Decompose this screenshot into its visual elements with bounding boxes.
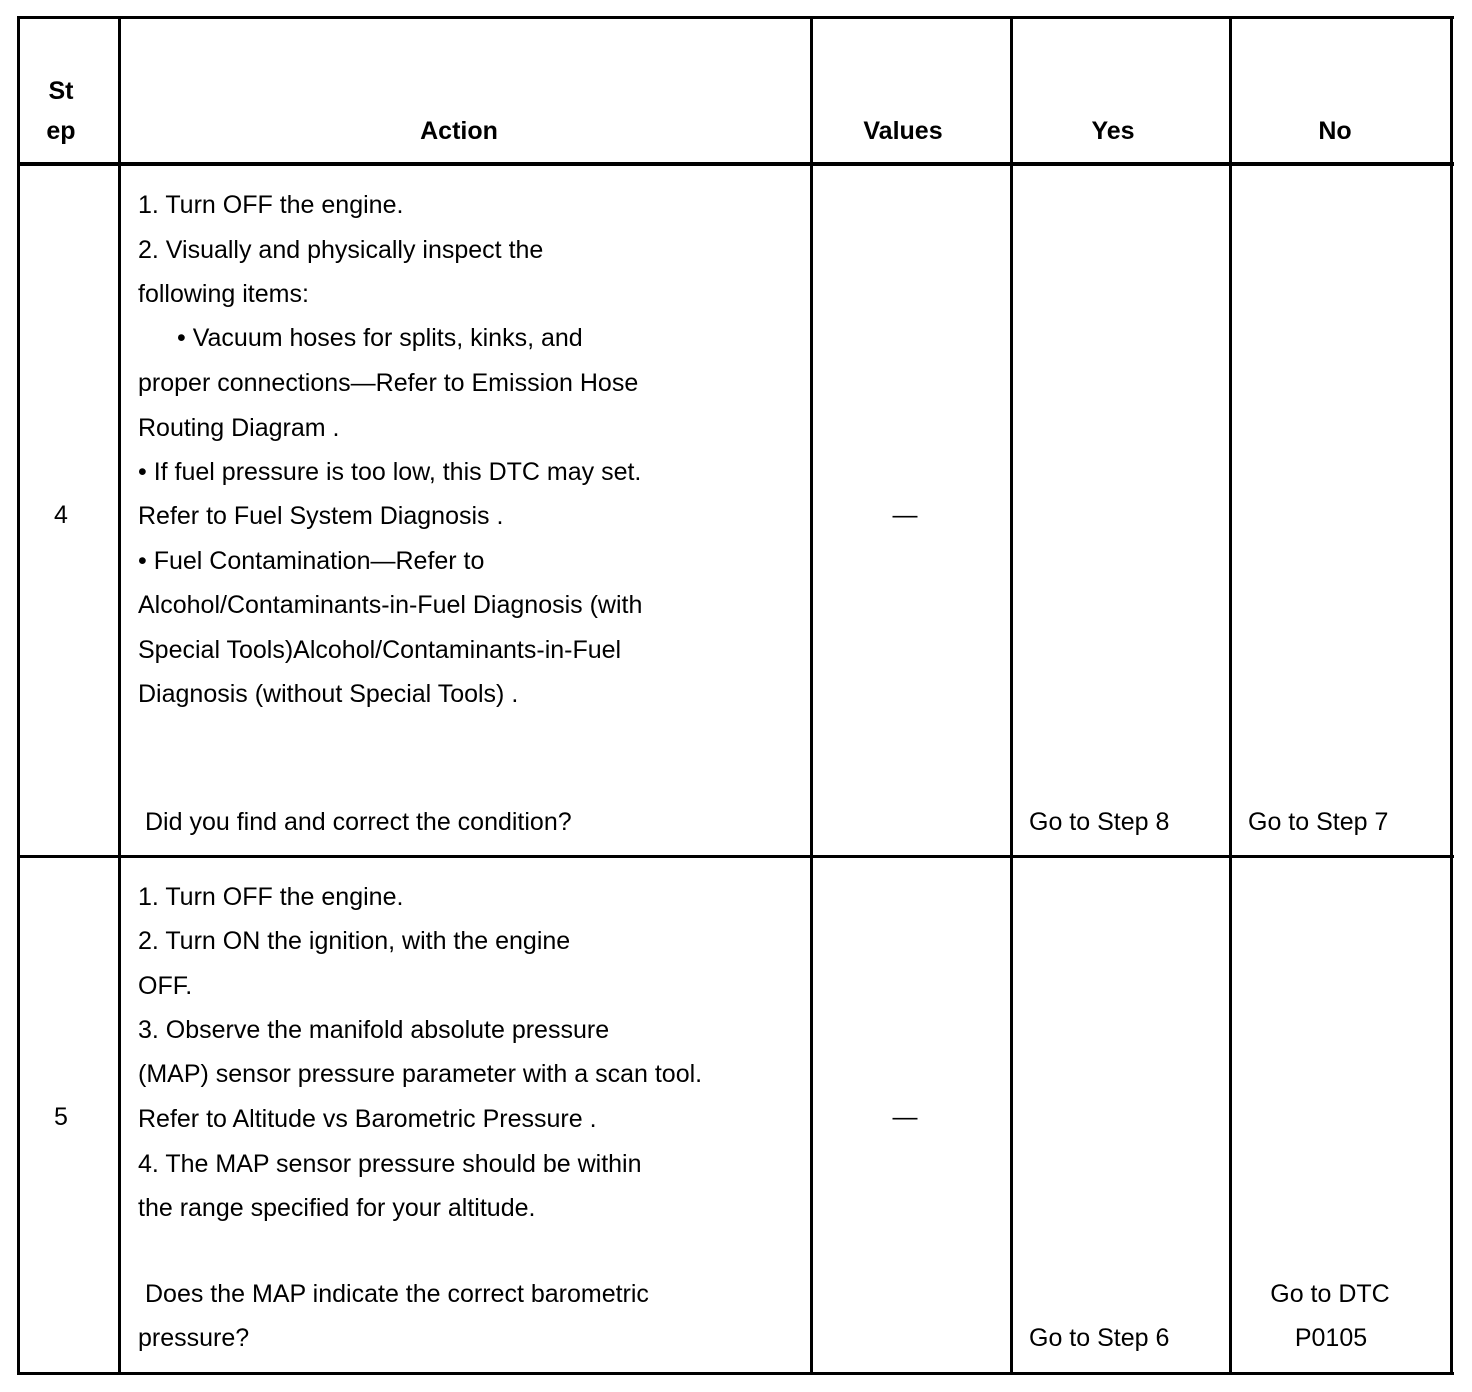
- table-border-top: [17, 16, 1454, 19]
- row4-action-line: Routing Diagram .: [138, 414, 340, 442]
- row5-action-line: 2. Turn ON the ignition, with the engine: [138, 927, 571, 955]
- row5-yes: Go to Step 6: [1029, 1324, 1170, 1352]
- header-separator: [17, 162, 1454, 166]
- row4-action-line: 2. Visually and physically inspect the: [138, 236, 544, 264]
- row5-action-line: 3. Observe the manifold absolute pressure: [138, 1016, 610, 1044]
- row4-yes: Go to Step 8: [1029, 808, 1170, 836]
- row4-action-line: • Vacuum hoses for splits, kinks, and: [177, 324, 583, 352]
- row4-action-line: following items:: [138, 280, 309, 308]
- row4-action-line: Refer to Fuel System Diagnosis .: [138, 502, 504, 530]
- header-step-line1: St: [48, 77, 74, 105]
- row4-action-line: Alcohol/Contaminants-in-Fuel Diagnosis (with: [138, 591, 643, 619]
- row5-question-line: pressure?: [138, 1324, 250, 1352]
- table-border-bottom: [17, 1372, 1454, 1375]
- row4-action-line: Diagnosis (without Special Tools) .: [138, 680, 519, 708]
- col-border-right: [1450, 16, 1453, 1375]
- row4-action-line: proper connections—Refer to Emission Hose: [138, 369, 639, 397]
- header-action: Action: [420, 117, 498, 145]
- header-step-line2: ep: [46, 117, 76, 145]
- row5-action-line: Refer to Altitude vs Barometric Pressure .: [138, 1105, 597, 1133]
- row5-values: —: [892, 1103, 918, 1131]
- row4-action-line: 1. Turn OFF the engine.: [138, 191, 404, 219]
- row-separator: [17, 855, 1454, 858]
- row5-step: 5: [54, 1103, 68, 1131]
- header-yes: Yes: [1091, 117, 1135, 145]
- row5-action-line: 4. The MAP sensor pressure should be within: [138, 1150, 642, 1178]
- row5-no-line: P0105: [1294, 1324, 1368, 1352]
- row4-step: 4: [54, 501, 68, 529]
- row5-action-line: 1. Turn OFF the engine.: [138, 883, 404, 911]
- row5-action-line: (MAP) sensor pressure parameter with a scan tool.: [138, 1060, 703, 1088]
- row4-action-line: • Fuel Contamination—Refer to: [138, 547, 485, 575]
- row5-action-line: the range specified for your altitude.: [138, 1194, 536, 1222]
- col-border-left: [17, 16, 20, 1375]
- row5-question-line: Does the MAP indicate the correct barometric: [145, 1280, 649, 1308]
- row4-action-line: • If fuel pressure is too low, this DTC may set.: [138, 458, 642, 486]
- header-values: Values: [863, 117, 943, 145]
- header-no: No: [1318, 117, 1352, 145]
- col-border-step-action: [118, 16, 121, 1375]
- row4-values: —: [892, 501, 918, 529]
- row4-no: Go to Step 7: [1248, 808, 1389, 836]
- row4-question: Did you find and correct the condition?: [145, 808, 572, 836]
- col-border-action-values: [810, 16, 813, 1375]
- col-border-yes-no: [1229, 16, 1232, 1375]
- col-border-values-yes: [1010, 16, 1013, 1375]
- row4-action-line: Special Tools)Alcohol/Contaminants-in-Fuel: [138, 636, 622, 664]
- row5-action-line: OFF.: [138, 972, 193, 1000]
- row5-no-line: Go to DTC: [1270, 1280, 1390, 1308]
